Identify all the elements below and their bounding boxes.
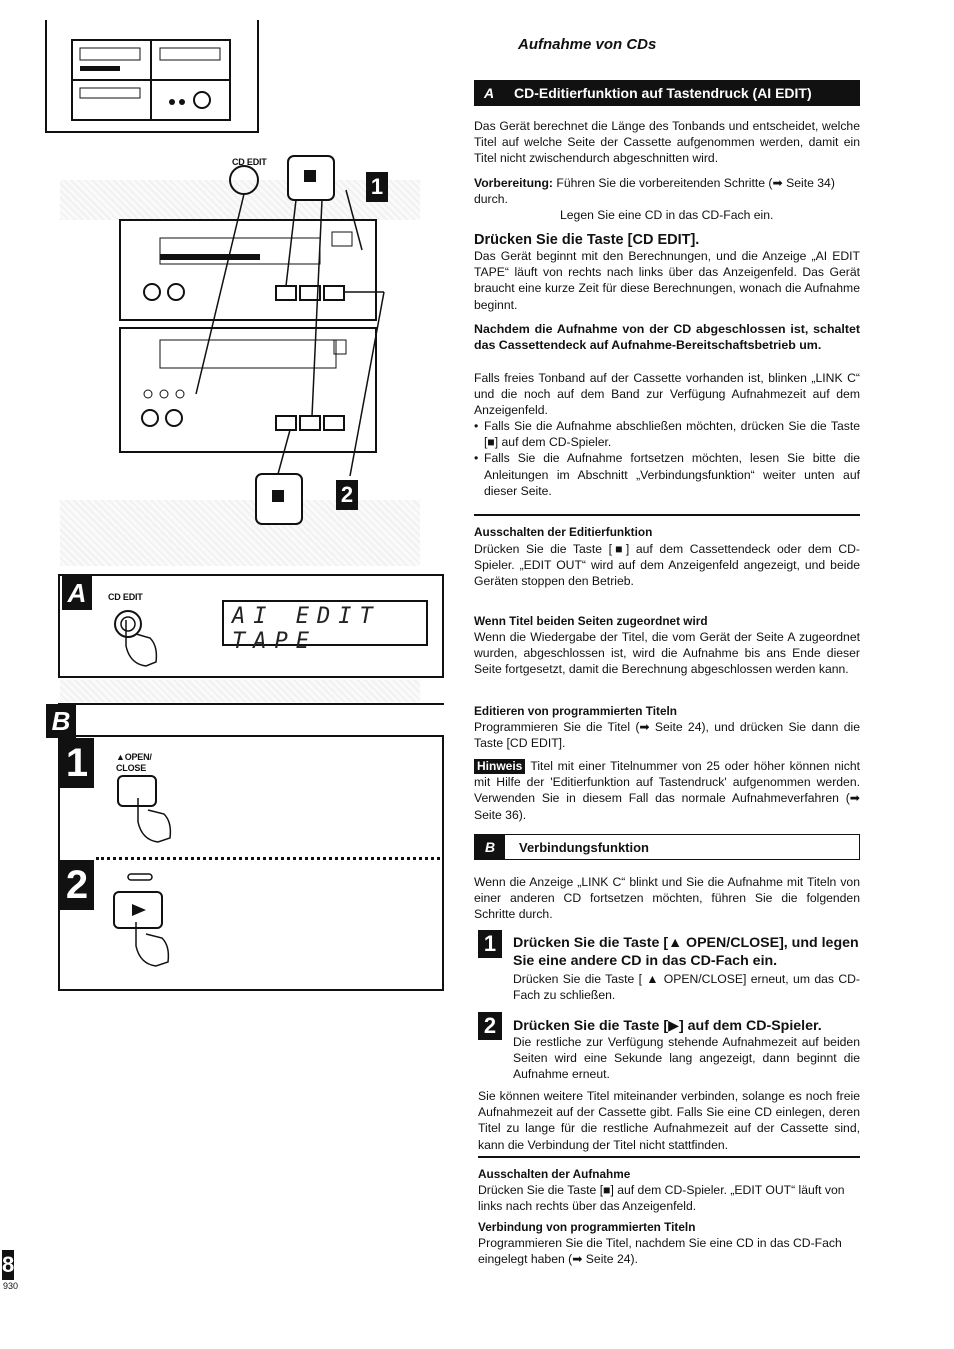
recording-off-heading: Ausschalten der Aufnahme	[478, 1167, 631, 1181]
play-hand-icon	[112, 872, 176, 972]
section-b-letter: B	[475, 835, 505, 859]
panel-a-cd-edit-label: CD EDIT	[108, 592, 143, 602]
panel-a-badge: A	[62, 576, 92, 610]
panel-b-badge: B	[46, 704, 76, 738]
hinweis-text: Titel mit einer Titelnummer von 25 oder höher können nicht mit Hilfe der 'Editierfunktion auf Tastendruck' aufgenommen werden. Verwenden Sie in diesem Fall das normale Aufnahmeverfahren (➡ Seite 36).	[474, 759, 860, 822]
section-b-step-2-text: Die restliche zur Verfügung stehende Aufnahmezeit auf beiden Seiten wird eine Sekunde lang angezeigt, dann beginnt die Aufnahme erneut.	[513, 1035, 860, 1082]
prep-line-2: Legen Sie eine CD in das CD-Fach ein.	[560, 208, 774, 223]
bullet-finish: • Falls Sie die Aufnahme abschließen möchten, drücken Sie die Taste [■] auf dem CD-Spieler.	[474, 418, 860, 450]
section-a-banner	[474, 80, 860, 106]
programmed-link-text: Programmieren Sie die Titel, nachdem Sie eine CD in das CD-Fach eingelegt haben (➡ Seite 24).	[478, 1236, 842, 1267]
edit-off-text: Drücken Sie die Taste [■] auf dem Cassettendeck oder dem CD-Spieler. „EDIT OUT“ wird auf dem Anzeigenfeld angezeigt, und beide Geräten stoppen den Betrieb.	[474, 542, 860, 589]
cd-edit-label: CD EDIT	[232, 157, 267, 167]
both-sides-text: Wenn die Wiedergabe der Titel, die vom Gerät der Seite A zugeordnet wurden, abgeschlossen ist, wird die Aufnahme bis ans Ende dieser Seite fortgesetzt, damit die Berechnung abgeschlossen werden kann.	[474, 630, 860, 677]
prep-line-1: Führen Sie die vorbereitenden Schritte (➡ Seite 34) durch.	[474, 176, 835, 207]
recording-off-text: Drücken Sie die Taste [■] auf dem CD-Spieler. „EDIT OUT“ läuft von links nach rechts über das Anzeigenfeld.	[478, 1183, 845, 1214]
section-b-more-text: Sie können weitere Titel miteinander verbinden, solange es noch freie Aufnahmezeit auf der Cassette gibt. Falls Sie eine CD einlegen, deren Titel zu lange für die restliche Aufnahmezeit auf der Cassette sind, kann die Verbindung der Titel nicht stattfinden.	[478, 1089, 860, 1152]
section-a-title: CD-Editierfunktion auf Tastendruck (AI EDIT)	[514, 85, 812, 101]
section-b-step-1-heading: Drücken Sie die Taste [▲ OPEN/CLOSE], und legen Sie eine andere CD in das CD-Fach ein.	[513, 935, 859, 969]
step-badge-1: 1	[366, 172, 388, 202]
section-b-step-1-badge: 1	[478, 930, 502, 958]
panel-b-step-2: 2	[60, 860, 94, 910]
open-close-hand-icon	[116, 774, 176, 846]
after-recording-text: Falls freies Tonband auf der Cassette vorhanden ist, blinken „LINK C“ und die noch auf dem Band zur Verfügung Aufnahmezeit auf dem Anzeigenfeld.	[474, 371, 860, 418]
hand-press-icon	[110, 606, 160, 670]
page-tab: 8	[2, 1250, 14, 1280]
display-panel	[222, 600, 428, 654]
section-b-step-1-text: Drücken Sie die Taste [ ▲ OPEN/CLOSE] erneut, um das CD-Fach zu schließen.	[513, 972, 860, 1003]
section-a-letter: A	[484, 85, 495, 101]
prep-label: Vorbereitung:	[474, 176, 553, 190]
section-b-step-2-badge: 2	[478, 1012, 502, 1040]
page-number: 930	[3, 1281, 19, 1291]
panel-b-step-1: 1	[60, 738, 94, 788]
section-b-intro: Wenn die Anzeige „LINK C“ blinkt und Sie die Aufnahme mit Titeln von einer anderen CD fortsetzen möchten, führen Sie die folgenden Schritte durch.	[474, 875, 860, 922]
step-divider	[96, 857, 440, 860]
programmed-edit-heading: Editieren von programmierten Titeln	[474, 704, 677, 718]
section-b-step-2-heading: Drücken Sie die Taste [▶] auf dem CD-Spieler.	[513, 1018, 822, 1034]
programmed-link-heading: Verbindung von programmierten Titeln	[478, 1220, 696, 1234]
section-b-banner	[474, 834, 860, 860]
section-a-intro: Das Gerät berechnet die Länge des Tonbands und entscheidet, welche Titel auf welche Seite der Cassette aufgenommen werden, damit ein Titel nicht zwischendurch abgeschnitten wird.	[474, 119, 860, 166]
after-recording-heading: Nachdem die Aufnahme von der CD abgeschlossen ist, schaltet das Cassettendeck auf Aufnahme-Bereitschaftsbetrieb um.	[474, 322, 860, 352]
stereo-system-drawing	[100, 150, 400, 530]
preparation	[474, 175, 860, 224]
section-b-title: Verbindungsfunktion	[519, 839, 649, 855]
hinweis-note	[474, 758, 860, 823]
system-thumbnail-icon	[72, 40, 232, 122]
scan-noise	[60, 680, 420, 702]
press-cd-edit-text: Das Gerät beginnt mit den Berechnungen, und die Anzeige „AI EDIT TAPE“ läuft von rechts nach links über das Anzeigenfeld. Das Gerät braucht eine kurze Zeit für diese Berechnungen, wonach die Aufnahme beginnt.	[474, 249, 860, 312]
display-text: AI EDIT TAPE	[232, 604, 381, 654]
programmed-edit-text: Programmieren Sie die Titel (➡ Seite 24), und drücken Sie dann die Taste [CD EDIT].	[474, 720, 860, 751]
after-recording-bullets	[474, 418, 860, 499]
illustration-column	[0, 0, 460, 1349]
divider	[474, 514, 860, 516]
bullet-continue: • Falls Sie die Aufnahme fortsetzen möchten, lesen Sie bitte die Anleitungen im Abschnitt „Verbindungsfunktion“ weiter unten auf dieser Seite.	[474, 450, 860, 499]
divider	[478, 1156, 860, 1158]
step-badge-2: 2	[336, 480, 358, 510]
panel-b-rule	[58, 703, 444, 705]
open-close-label: ▲OPEN/ CLOSE	[116, 752, 152, 773]
press-cd-edit-heading: Drücken Sie die Taste [CD EDIT].	[474, 232, 700, 248]
hinweis-badge: Hinweis	[474, 759, 525, 774]
page-title: Aufnahme von CDs	[518, 36, 657, 53]
edit-off-heading: Ausschalten der Editierfunktion	[474, 525, 653, 539]
both-sides-heading: Wenn Titel beiden Seiten zugeordnet wird	[474, 614, 708, 628]
